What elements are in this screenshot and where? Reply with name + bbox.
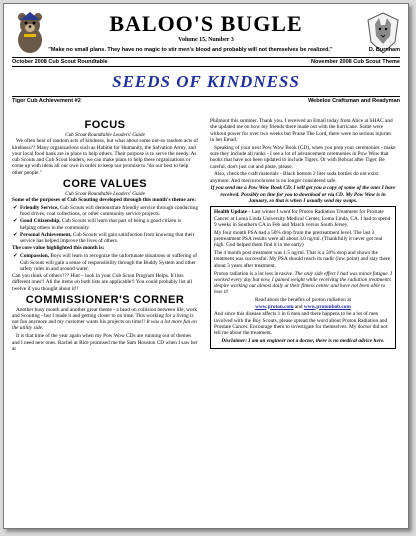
bullet-icon: ✔	[13, 253, 18, 260]
focus-source: Cub Scout Roundtable Leaders' Guide	[65, 132, 145, 138]
protonbob-link[interactable]: www.protonbob.com	[303, 303, 351, 310]
focus-heading: FOCUS	[84, 119, 126, 131]
core-value-text: Cub Scouts will gain satisfaction from knowing that their service has helped improve the lives of others.	[20, 231, 195, 245]
content-columns	[12, 118, 400, 524]
core-values-intro-text: Some of the purposes of Cub Scouting developed through this month's theme are:	[12, 196, 197, 203]
commissioner-paragraph-2: It is that time of the year again when my Pow Wow CDs are running out of themes and I need new ones. Rachel at Rice promised me the Sam Houston CD when I saw her at	[12, 333, 198, 352]
health-update-box	[210, 206, 396, 348]
core-values-hint: Can you think of others??? Hint – look in your Cub Scout Program Helps. It lists different ones!! All the items on both lists are applicable!! You could probably list all twelve if you thought about it!!	[12, 273, 193, 292]
core-value-term: Good Citizenship,	[20, 218, 61, 225]
right-column	[210, 118, 396, 349]
commissioner-paragraph	[12, 307, 198, 332]
core-values-heading: CORE VALUES	[62, 177, 148, 190]
newsletter-page	[12, 10, 400, 524]
motto-author: D. Burnham	[368, 47, 400, 53]
motto-quote	[12, 47, 400, 53]
health-paragraph-4	[214, 271, 392, 296]
core-values-source: Cub Scout Roundtable Leaders' Guide	[65, 190, 145, 197]
theme-date: November 2008 Cub Scout Theme	[311, 59, 400, 65]
commissioner-text: Another busy month and another great theme - a head on collision between life, work and Scouting - but I made it and getting closer to on time. This working for a living is not fun anymore and my customer wants his projects on time!!	[12, 306, 198, 326]
health-paragraph-3: The 4 month post treatment was 1.5 ng/ml. That is a 50% drop and shows the treatment was successful. My PSA should reach its nadir (low point) and stay there about 3 years after treatment.	[214, 250, 390, 269]
right-paragraph-3: Also, check the craft materials - Black bottom 2 liter soda bottles do not exist anymore. And mercurochrome is no longer considered safe.	[210, 171, 379, 184]
powwow-note	[210, 185, 396, 204]
core-value-highlight-text: The core value highlighted this month is:	[12, 245, 105, 252]
core-value-item	[12, 218, 198, 231]
disclaimer	[214, 338, 392, 344]
proton-link[interactable]: www.proton.com	[255, 303, 294, 310]
webelos-achievement: Webelos Craftsman and Readyman	[308, 98, 400, 104]
health-update-title: Health Update	[214, 209, 248, 216]
roundtable-date: October 2008 Cub Scout Roundtable	[12, 59, 108, 65]
theme-title: SEEDS OF KINDNESS	[12, 72, 400, 97]
bullet-icon: ✔	[13, 218, 18, 225]
masthead	[12, 10, 400, 78]
commissioner-italic-text: It was a lot more fun on the utility side.	[12, 319, 197, 332]
core-value-text: Cub Scouts will demonstrate friendly service through conducting food drives, coat collections, or other community service projects.	[20, 204, 199, 217]
core-value-term: Compassion,	[20, 253, 49, 260]
health-italic-text: The only side effect I had was minor fatigue. I worked every day but now, I gained weight while receiving the radiation treatments despite working out almost daily at their fitness center and have not been able to lose it!	[214, 270, 393, 296]
health-paragraph-2: My four month PSA had a 50% drop from the pretreatment level. The last 3 pretreatment PSA results were all about 3.0 ng/ml. (Thankfully it never got real high. God helped them find it in me early)	[214, 229, 383, 249]
core-value-item	[12, 253, 198, 272]
right-paragraph-1: Philmont this summer. Thank you. I received an Email today from Alice at SHAC and she updated me on how my friends there made out with the hurricane. Some were without power for over two weeks but Praise The Lord, there were no serious injuries in her Email.	[210, 118, 393, 143]
volume-number: Volume 15, Number 3	[178, 37, 234, 43]
health-paragraph-6: And since this disease affects 1 in 6 men and there happens to be a lot of men involved with the Boy Scouts, please spread the word about Proton Radiation and Prostate Cancer. Encourage them to investigate for themselves. My doctor did not tell me about the treatment.	[214, 311, 388, 337]
bullet-icon: ✔	[13, 204, 18, 211]
motto-text: "Make no small plans. They have no magic to stir men's blood and probably will not themselves be realized."	[48, 47, 333, 53]
left-column	[12, 118, 198, 354]
link-separator: and	[293, 303, 304, 310]
health-paragraph-1	[214, 209, 392, 228]
core-value-text: Cub Scouts will learn that part of being a good citizen is helping others in the community.	[20, 218, 182, 231]
core-value-item	[12, 232, 198, 245]
core-value-item	[12, 205, 198, 218]
core-value-term: Personal Achievement,	[20, 231, 72, 238]
commissioners-corner-heading: COMMISSIONER'S CORNER	[25, 293, 185, 306]
powwow-note-text: If you send me a Pow Wow Book CD, I will get you a copy of some of the ones I have received. Possibly on line for you to download or via CD. My Pow Wow is in January, so that is when I usually send my swaps.	[210, 185, 396, 205]
focus-paragraph: We often hear of random acts of kindness, but what about some not-so random acts of kindness?? Many organizations such as Habitat for Humanity, the Salvation Army, and your local food bank are in place to help others. Their purpose is to serve the needy. As cub Scouts and Cub Scout leaders, we can make plans to help these organizations or come up with ideas all our own in order to keep our promise to "do our best to help other people."	[12, 138, 198, 176]
core-values-intro	[12, 197, 198, 203]
health-links-paragraph	[214, 297, 392, 310]
core-value-highlight-intro	[12, 245, 198, 251]
disclaimer-text: Disclaimer: I am an engineer not a doctor, there is no medical advice here.	[221, 338, 385, 344]
achievement-bar	[12, 97, 400, 106]
health-text: Proton radiation is a lot less invasive.	[214, 270, 294, 277]
date-bar	[12, 57, 400, 67]
newsletter-title: BALOO'S BUGLE	[109, 11, 303, 36]
core-value-text: Boys will learn to recognize the unfortunate situations or suffering of Cub Scouts will gain a sense of responsibility through the Buddy System and other safety rules in and around water.	[20, 253, 198, 272]
right-paragraph-2: Speaking of your next Pow Wow Book (CD), when you prep your ceremonies - make sure they include all ranks - I see a lot of advancement ceremonies in Pow Wow that books that have not been updated to include Tigers. Or with Bobcat after Tiger. Be careful, don't just cut and paste, please.	[210, 144, 396, 170]
tiger-achievement: Tiger Cub Achievement #2	[12, 98, 81, 104]
core-value-term: Friendly Service,	[20, 204, 59, 211]
read-about-text: Read about the benefits of proton radiation at	[254, 297, 352, 304]
page-frame	[3, 3, 409, 529]
bullet-icon: ✔	[13, 231, 18, 238]
health-text: - Last winter I went for Proton Radiation Treatment for Prostate Cancer at Loma Linda University Medical Center, Loma Linda, CA. I had to spend 9 weeks in Southern CA in Feb and March versus South Jersey.	[214, 209, 391, 228]
